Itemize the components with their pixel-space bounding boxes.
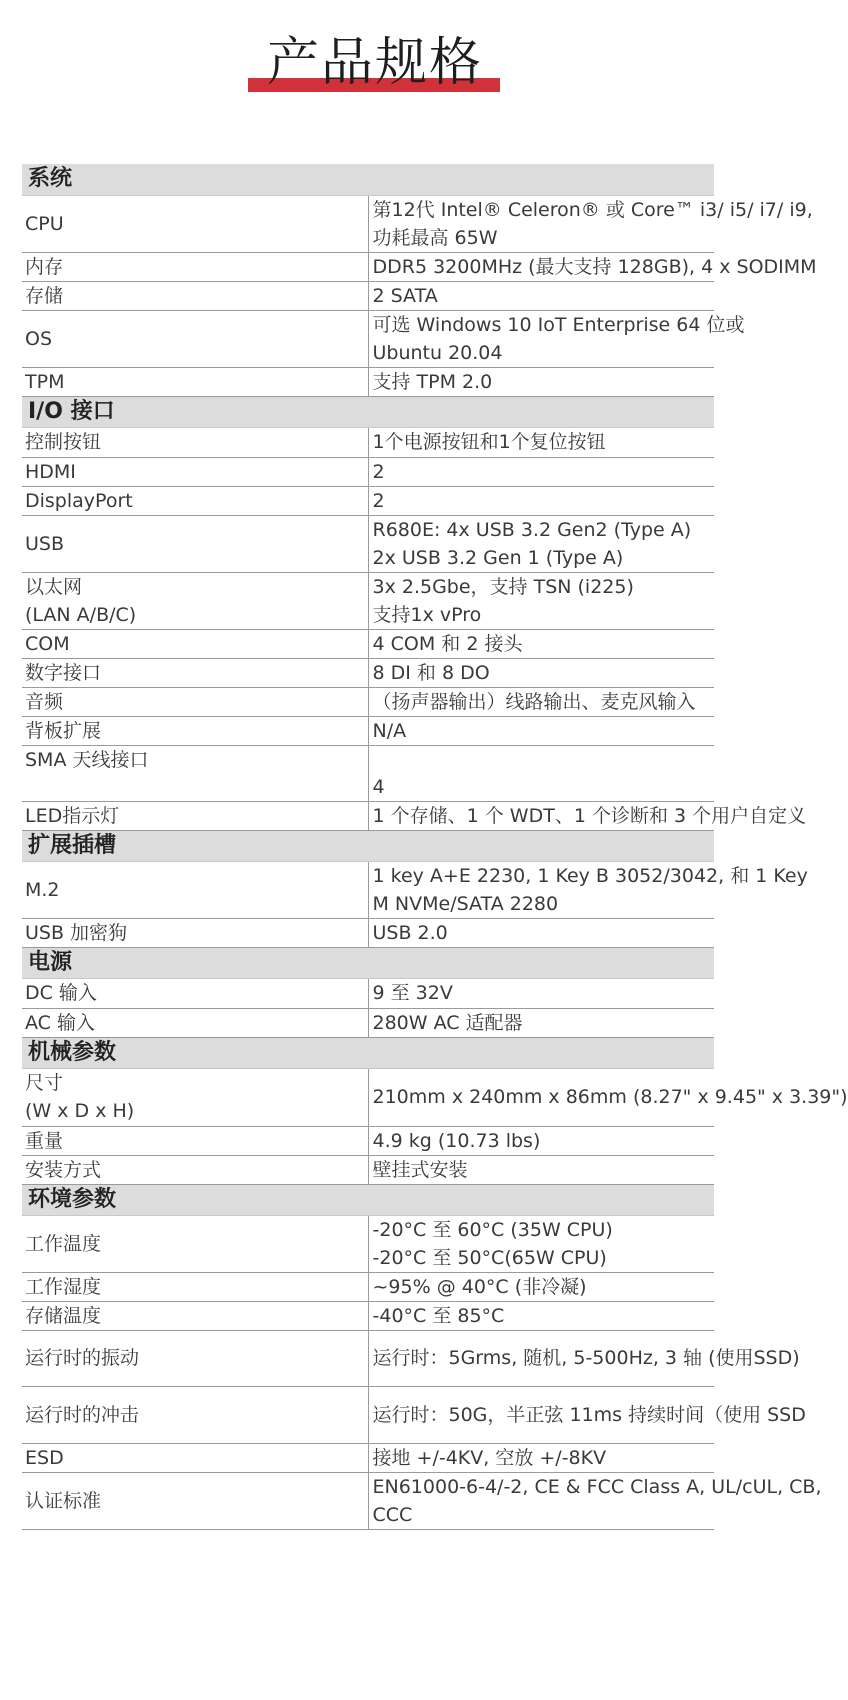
spec-value-line: N/A [372,719,407,742]
spec-label [22,1215,368,1272]
spec-value [368,801,807,830]
spec-value [368,457,714,486]
spec-label [22,252,368,281]
section-title: I/O 接口 [22,396,714,427]
spec-label [22,1301,368,1330]
spec-value [368,427,714,457]
spec-row [22,1443,714,1472]
spec-value-line: 1 key A+E 2230, 1 Key B 3052/3042, 和 1 Key [372,864,808,887]
spec-value-line: 支持 TPM 2.0 [372,370,493,393]
spec-label [22,861,368,918]
page-title: 产品规格 [266,33,483,93]
spec-row [22,252,714,281]
spec-row [22,1215,714,1272]
section-header-row [22,1037,714,1068]
spec-value [368,1008,714,1037]
spec-row [22,486,714,515]
spec-label-line: DisplayPort [25,489,133,512]
spec-value [368,252,817,281]
spec-row [22,629,714,658]
spec-value-line: R680E: 4x USB 3.2 Gen2 (Type A) [372,518,692,541]
spec-row [22,195,714,252]
spec-value [368,1126,714,1155]
spec-value [368,1301,714,1330]
spec-value [368,716,714,745]
spec-label-line: 重量 [25,1129,64,1152]
spec-label-line: 以太网 [25,575,83,598]
spec-value [368,367,714,396]
spec-label-line: 存储温度 [25,1304,102,1327]
spec-row [22,801,714,830]
spec-row [22,310,714,367]
spec-label-line: M.2 [25,878,60,901]
spec-row [22,281,714,310]
spec-label-line: DC 输入 [25,982,97,1004]
spec-label [22,1272,368,1301]
spec-value [368,310,745,367]
spec-value-line: USB 2.0 [372,921,448,944]
spec-value-line: 280W AC 适配器 [372,1011,523,1034]
spec-label-line: 工作湿度 [25,1275,102,1298]
spec-label [22,1008,368,1037]
spec-value-line: 支持1x vPro [372,603,482,626]
spec-value-line: 可选 Windows 10 IoT Enterprise 64 位或 [372,313,745,336]
spec-value-line: 2 [372,460,385,483]
spec-value [368,1472,822,1529]
spec-label-line: CPU [25,212,64,235]
spec-label-line: SMA 天线接口 [25,748,149,771]
spec-value [368,1155,714,1184]
spec-value [368,687,714,716]
spec-row [22,1301,714,1330]
spec-value [368,572,714,629]
spec-value-line: 2 [372,489,385,512]
spec-row [22,658,714,687]
spec-value [368,629,714,658]
spec-value [368,658,714,687]
spec-value [368,1330,800,1386]
spec-value [368,1215,714,1272]
section-header-row [22,947,714,978]
spec-row [22,1472,714,1529]
spec-label [22,195,368,252]
spec-label [22,486,368,515]
spec-value-line: ~95% @ 40°C (非冷凝) [372,1275,587,1298]
page-header [0,28,750,98]
spec-label [22,310,368,367]
spec-label-line: HDMI [25,460,76,483]
spec-value-line: 接地 +/-4KV, 空放 +/-8KV [372,1446,607,1469]
spec-label [22,1155,368,1184]
spec-row [22,572,714,629]
spec-label-line: AC 输入 [25,1011,95,1034]
spec-label-line: 安装方式 [25,1158,102,1181]
spec-value-line: 4 [372,775,385,798]
spec-label-line: USB 加密狗 [25,921,128,944]
spec-value [368,515,714,572]
spec-label-line: 存储 [25,284,64,307]
spec-row [22,1330,714,1386]
spec-label [22,918,368,947]
spec-label [22,281,368,310]
spec-label-line: COM [25,632,70,655]
spec-row [22,1068,714,1126]
spec-label-line: 音频 [25,690,64,713]
spec-label-line: 尺寸 [25,1072,64,1094]
spec-value [368,195,813,252]
spec-value [368,486,714,515]
spec-value-line: 9 至 32V [372,982,453,1004]
spec-label-line: (W x D x H) [25,1100,135,1122]
spec-value-line: 功耗最高 65W [372,226,498,249]
spec-value-line: 运行时：5Grms, 随机, 5-500Hz, 3 轴 (使用SSD) [372,1347,800,1369]
section-header-row [22,396,714,427]
spec-label [22,457,368,486]
spec-row [22,1155,714,1184]
section-title: 扩展插槽 [22,830,714,861]
spec-label [22,716,368,745]
spec-value [368,745,714,801]
spec-value [368,1068,848,1126]
spec-label [22,658,368,687]
spec-row [22,1008,714,1037]
spec-value-line: 8 DI 和 8 DO [372,661,490,684]
spec-value-line: 壁挂式安装 [372,1158,468,1181]
section-header-row [22,830,714,861]
spec-value-line: 1个电源按钮和1个复位按钮 [372,431,606,453]
spec-row [22,687,714,716]
spec-row [22,427,714,457]
spec-value-line: 1 个存储、1 个 WDT、1 个诊断和 3 个用户自定义 [372,804,807,827]
spec-value-line: 4.9 kg (10.73 lbs) [372,1129,541,1152]
spec-label-line: 运行时的冲击 [25,1403,140,1426]
section-header-row [22,1184,714,1215]
spec-value-line: 210mm x 240mm x 86mm (8.27" x 9.45" x 3.39") [372,1086,848,1108]
spec-value-line: 2x USB 3.2 Gen 1 (Type A) [372,546,624,569]
spec-value [368,978,714,1008]
spec-value [368,1443,714,1472]
spec-row [22,1126,714,1155]
spec-label [22,1443,368,1472]
spec-value [368,1386,806,1443]
spec-label-line: 认证标准 [25,1489,102,1512]
spec-value [368,861,808,918]
spec-value [368,281,714,310]
spec-label [22,687,368,716]
section-title: 环境参数 [22,1184,714,1215]
spec-value-line: 4 COM 和 2 接头 [372,632,523,655]
spec-label-line: (LAN A/B/C) [25,603,137,626]
spec-label [22,745,368,801]
spec-label-line: 数字接口 [25,661,102,684]
spec-row [22,457,714,486]
spec-row [22,745,714,801]
spec-label-line: 控制按钮 [25,431,102,453]
spec-label-line: OS [25,327,53,350]
spec-label-line: 背板扩展 [25,719,102,742]
spec-row [22,515,714,572]
spec-value-line: Ubuntu 20.04 [372,341,503,364]
spec-label [22,801,368,830]
spec-label [22,1472,368,1529]
spec-label-line: TPM [25,370,65,393]
section-title: 系统 [22,164,714,195]
spec-label-line: 运行时的振动 [25,1347,140,1369]
spec-value-line: 2 SATA [372,284,438,307]
spec-label [22,572,368,629]
section-title: 机械参数 [22,1037,714,1068]
spec-value-line: M NVMe/SATA 2280 [372,892,559,915]
spec-row [22,716,714,745]
section-header-row [22,164,714,195]
spec-label [22,978,368,1008]
spec-label-line: ESD [25,1446,64,1469]
spec-value-line: （扬声器输出）线路输出、麦克风输入 [372,690,696,713]
spec-label [22,629,368,658]
spec-value-line: 3x 2.5Gbe，支持 TSN (i225) [372,575,634,598]
spec-value [368,918,714,947]
section-title: 电源 [22,947,714,978]
spec-label-line: USB [25,532,65,555]
spec-value-line: CCC [372,1503,413,1526]
spec-row [22,367,714,396]
spec-label [22,515,368,572]
spec-label [22,427,368,457]
spec-value-line: -20°C 至 60°C (35W CPU) [372,1218,613,1241]
spec-label [22,1126,368,1155]
spec-label-line: LED指示灯 [25,804,120,827]
spec-value-line: EN61000-6-4/-2, CE & FCC Class A, UL/cUL, CB, [372,1475,822,1498]
spec-row [22,1386,714,1443]
spec-table [22,164,848,1530]
spec-label-line: 工作温度 [25,1232,102,1255]
spec-value-line: 运行时：50G，半正弦 11ms 持续时间（使用 SSD [372,1403,806,1426]
spec-label [22,367,368,396]
spec-value-line: DDR5 3200MHz (最大支持 128GB), 4 x SODIMM [372,255,817,278]
spec-row [22,918,714,947]
spec-row [22,861,714,918]
spec-label [22,1330,368,1386]
spec-value-line: -40°C 至 85°C [372,1304,505,1327]
spec-label [22,1386,368,1443]
spec-label [22,1068,368,1126]
spec-value-line: 第12代 Intel® Celeron® 或 Core™ i3/ i5/ i7/ i9, [372,198,813,221]
spec-label-line: 内存 [25,255,64,278]
spec-row [22,1272,714,1301]
spec-value [368,1272,714,1301]
spec-value-line: -20°C 至 50°C(65W CPU) [372,1246,607,1269]
spec-row [22,978,714,1008]
